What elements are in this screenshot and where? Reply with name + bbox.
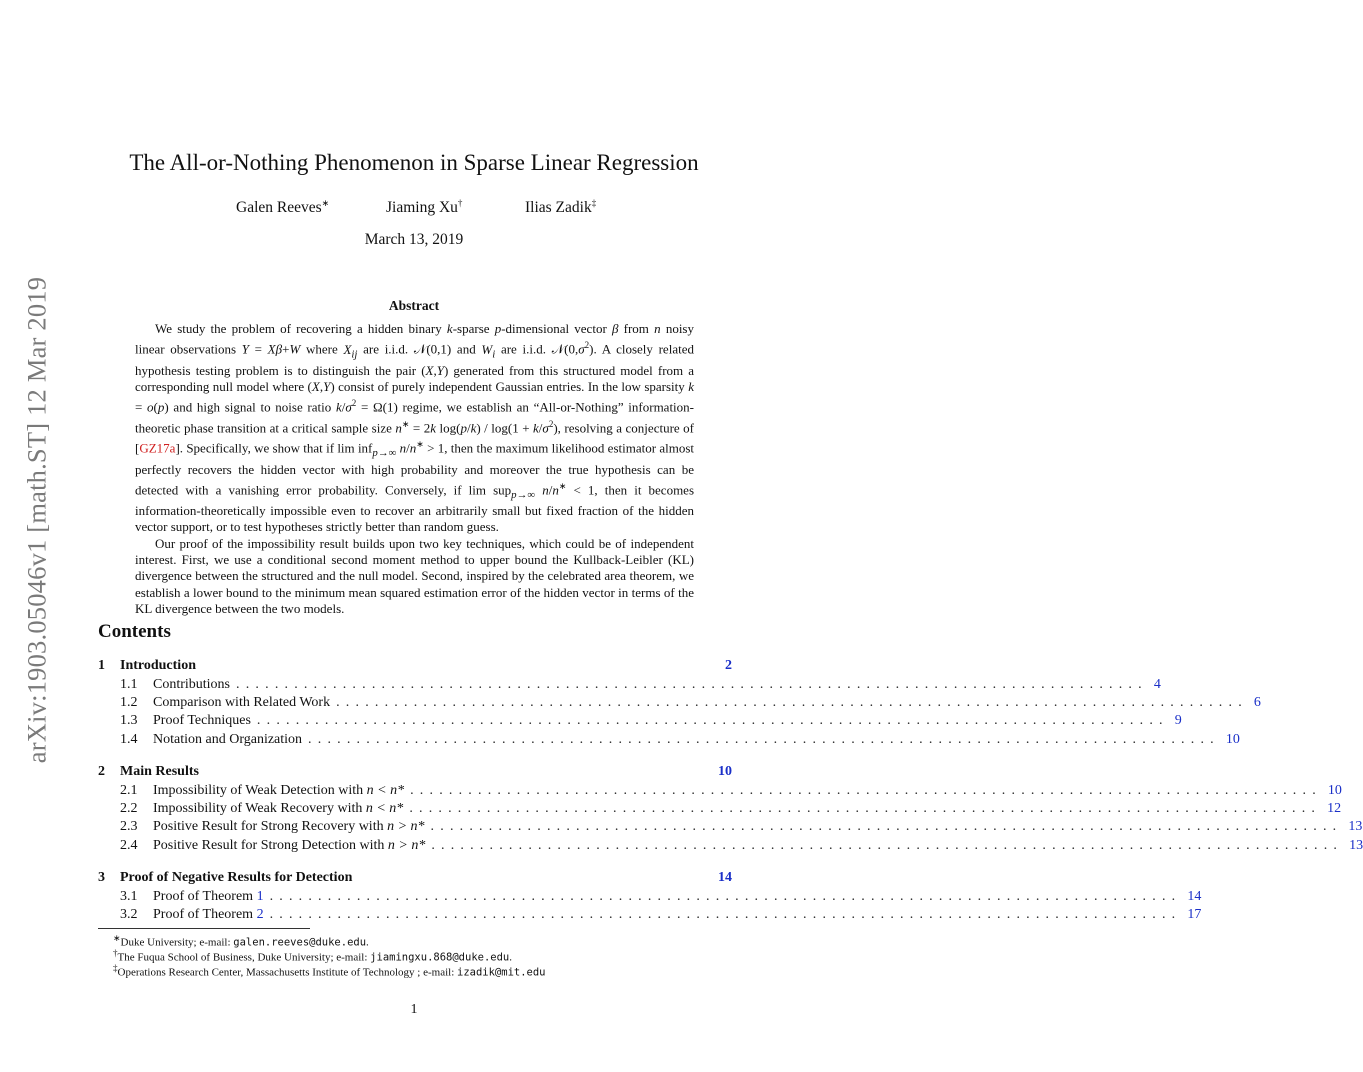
footnote-rule [98,928,310,929]
toc-subsection-weak-recovery[interactable] [120,801,1342,819]
toc-math-condition: n > n* [387,819,425,834]
toc-page-link[interactable]: 2 [725,658,732,673]
footnote-after: . [509,951,512,964]
toc-subsection-weak-detection[interactable] [120,783,1342,801]
toc-leader-dots: .............................................................................................. [409,801,1322,816]
toc-page-link[interactable]: 14 [718,870,732,885]
footnote-text: The Fuqua School of Business, Duke University; e-mail: [117,951,371,964]
arxiv-identifier-stamp: arXiv:1903.05046v1 [math.ST] 12 Mar 2019 [21,276,52,764]
toc-section-number: 3 [98,870,105,885]
contents-heading: Contents [98,621,171,642]
toc-leader-dots: .............................................................................................. [269,907,1182,922]
toc-subsection-number: 1.4 [120,732,138,747]
author-mark: † [457,198,463,208]
toc-subsection-proof-techniques[interactable] [120,713,1182,731]
author-1 [236,198,329,217]
toc-leader-dots: .............................................................................................. [308,732,1220,747]
toc-page-link[interactable]: 10 [1225,732,1240,747]
toc-section-title: Introduction [120,658,196,673]
toc-section-number: 1 [98,658,105,673]
author-name: Ilias Zadik [525,199,592,217]
toc-page-link[interactable]: 4 [1153,677,1161,692]
author-name: Jiaming Xu [386,199,458,217]
author-2 [386,198,462,217]
toc-leader-dots: .............................................................................................. [431,838,1344,853]
toc-subsection-proof-theorem-2[interactable] [120,907,1202,925]
toc-section-negative-results[interactable] [98,870,732,888]
abstract-paragraph-1: We study the problem of recovering a hidden binary k-sparse p-dimensional vector β from n noisy linear observations Y = Xβ+W where $X_{ij}$ are i.i.d. 𝒩(0,1) and $W_i$ are i.i.d. $𝒩(0,\sigma^2)$. A closely related hypothesis testing problem is to distinguish the pair (X,Y) generated from this structured model from a corresponding null model where (X,Y) consist of purely independent Gaussian entries. In the low sparsity k = o(p) and high signal to noise ratio $k/\sigma^2 = \Omega(1)$ regime, we establish an “All-or-Nothing” information-theoretic phase transition at a critical sample size n∗ = 2k $\log(p/k) / \log(1 + k/\sigma^2)$, resolving a conjecture of [GZ17a]. Specifically, we show that if lim inf$_{p\to\infty}$ n/n∗ > 1, then the maximum likelihood estimator almost perfectly recovers the hidden vector with high probability and moreover the true hypothesis can be detected with a vanishing error probability. Conversely, if lim sup$_{p\to\infty}$ n/n∗ < 1, then it becomes information-theoretically impossible even to recover an arbitrarily small but fixed fraction of the hidden vector support, or to test hypotheses strictly better than random guess. [135,321,695,535]
toc-subsection-title: Impossibility of Weak Recovery with [153,801,363,816]
toc-subsection-notation[interactable] [120,732,1240,750]
paper-date: March 13, 2019 [364,231,464,248]
toc-subsection-title: Proof of Theorem [153,907,254,922]
toc-leader-dots: .............................................................................................. [236,677,1148,692]
toc-page-link[interactable]: 6 [1253,695,1261,710]
toc-subsection-number: 1.1 [120,677,138,692]
footnote-text: Operations Research Center, Massachusetts Institute of Technology ; e-mail: [117,966,457,979]
toc-subsection-title: Contributions [153,677,231,692]
toc-subsection-strong-detection[interactable] [120,838,1363,856]
footnote-1 [113,933,369,949]
theorem-ref-link[interactable]: 1 [256,889,264,904]
toc-section-title: Proof of Negative Results for Detection [120,870,353,885]
toc-subsection-number: 3.2 [120,907,138,922]
toc-page-link[interactable]: 17 [1187,907,1202,922]
theorem-ref-link[interactable]: 2 [256,907,264,922]
toc-subsection-number: 1.2 [120,695,138,710]
author-mark: ∗ [321,198,330,208]
footnote-2 [113,948,512,964]
toc-subsection-number: 2.1 [120,783,138,798]
toc-subsection-title: Proof Techniques [153,713,251,728]
toc-section-introduction[interactable] [98,658,732,676]
abstract-paragraph-2: Our proof of the impossibility result builds upon two key techniques, which could be of independent interest. First, we use a conditional second moment method to upper bound the Kullback-Leibler (KL) divergence between the structured and the null model. Second, inspired by the celebrated area theorem, we establish a lower bound to the minimum mean squared estimation error of the hidden vector in terms of the KL divergence between the two models. [135,535,694,616]
footnote-email[interactable]: jiamingxu.868@duke.edu [370,951,510,964]
toc-subsection-title: Impossibility of Weak Detection with [153,783,364,798]
footnote-mark: ‡ [113,963,118,973]
toc-subsection-strong-recovery[interactable] [120,819,1363,837]
footnote-email[interactable]: izadik@mit.edu [457,966,546,979]
toc-subsection-title: Comparison with Related Work [153,695,331,710]
toc-page-link[interactable]: 13 [1349,838,1363,853]
toc-leader-dots: .............................................................................................. [256,713,1169,728]
toc-subsection-title: Proof of Theorem [153,889,254,904]
toc-subsection-related-work[interactable] [120,695,1261,713]
footnote-mark: ∗ [113,933,121,943]
footnote-3 [113,963,546,979]
footnote-mark: † [113,948,118,958]
toc-math-condition: n > n* [387,838,426,853]
toc-section-number: 2 [98,764,105,779]
toc-subsection-number: 3.1 [120,889,138,904]
toc-section-main-results[interactable] [98,764,732,782]
author-mark: ‡ [591,198,597,208]
toc-page-link[interactable]: 9 [1174,713,1182,728]
toc-leader-dots: .............................................................................................. [410,783,1322,798]
footnote-email[interactable]: galen.reeves@duke.edu [233,936,367,949]
toc-leader-dots: .............................................................................................. [336,695,1248,710]
toc-subsection-number: 2.4 [120,838,138,853]
toc-subsection-title: Positive Result for Strong Detection with [153,838,385,853]
toc-page-link[interactable]: 12 [1327,801,1342,816]
toc-page-link[interactable]: 14 [1187,889,1202,904]
toc-subsection-title: Positive Result for Strong Recovery with [153,819,384,834]
author-name: Galen Reeves [236,199,322,217]
toc-section-title: Main Results [120,764,199,779]
footnote-text: Duke University; e-mail: [120,936,234,949]
footnote-after: . [366,936,369,949]
toc-subsection-title: Notation and Organization [153,732,303,747]
abstract-body [135,321,694,617]
toc-subsection-number: 2.2 [120,801,138,816]
toc-leader-dots: .............................................................................................. [269,889,1182,904]
toc-subsection-number: 2.3 [120,819,138,834]
toc-subsection-number: 1.3 [120,713,138,728]
toc-math-condition: n < n* [366,783,405,798]
author-3 [525,198,596,217]
toc-subsection-contributions[interactable] [120,677,1161,695]
toc-leader-dots: .............................................................................................. [430,819,1343,834]
paper-title: The All-or-Nothing Phenomenon in Sparse Linear Regression [129,150,699,175]
toc-page-link[interactable]: 10 [718,764,732,779]
citation-link[interactable]: GZ17a [139,440,176,456]
abstract-heading: Abstract [388,298,440,313]
toc-subsection-proof-theorem-1[interactable] [120,889,1202,907]
page-number: 1 [410,1002,418,1017]
toc-page-link[interactable]: 13 [1348,819,1363,834]
toc-page-link[interactable]: 10 [1327,783,1342,798]
toc-math-condition: n < n* [365,801,404,816]
